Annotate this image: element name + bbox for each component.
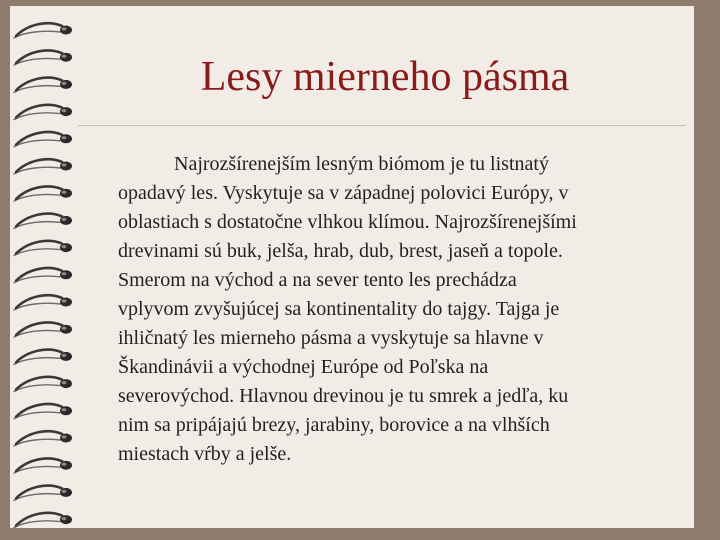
spiral-binding-icon	[0, 0, 84, 540]
body-line: severovýchod. Hlavnou drevinou je tu smrek a jedľa, ku	[118, 385, 569, 407]
body-line: miestach vŕby a jelše.	[118, 443, 292, 465]
binding-ring	[14, 214, 72, 229]
binding-ring	[14, 105, 72, 120]
body-line: opadavý les. Vyskytuje sa v západnej polovici Európy, v	[118, 182, 569, 204]
slide-title: Lesy mierneho pásma	[200, 54, 570, 100]
body-line: nim sa pripájajú brezy, jarabiny, borovice a na vlhších	[118, 414, 550, 436]
binding-ring	[14, 322, 72, 337]
body-line: oblastiach s dostatočne vlhkou klímou. Najrozšírenejšími	[118, 211, 577, 233]
binding-ring	[14, 295, 72, 310]
binding-ring	[14, 78, 72, 93]
body-line: Najrozšírenejším lesným biómom je tu listnatý	[174, 153, 549, 175]
binding-ring	[14, 186, 72, 201]
body-line: ihličnatý les mierneho pásma a vyskytuje sa hlavne v	[118, 327, 544, 349]
title-divider	[78, 125, 686, 126]
binding-ring	[14, 159, 72, 174]
body-paragraph	[118, 150, 680, 469]
binding-ring	[14, 513, 72, 528]
body-line: drevinami sú buk, jelša, hrab, dub, brest, jaseň a topole.	[118, 240, 563, 262]
binding-ring	[14, 377, 72, 392]
body-line: vplyvom zvyšujúcej sa kontinentality do tajgy. Tajga je	[118, 298, 560, 320]
binding-ring	[14, 431, 72, 446]
binding-ring	[14, 458, 72, 473]
binding-ring	[14, 404, 72, 419]
body-line: Škandinávii a východnej Európe od Poľska na	[118, 356, 489, 378]
binding-ring	[14, 23, 72, 38]
binding-ring	[14, 50, 72, 65]
binding-ring	[14, 486, 72, 501]
body-line: Smerom na východ a na sever tento les prechádza	[118, 269, 517, 291]
binding-ring	[14, 132, 72, 147]
binding-ring	[14, 350, 72, 365]
binding-ring	[14, 268, 72, 283]
binding-ring	[14, 241, 72, 256]
